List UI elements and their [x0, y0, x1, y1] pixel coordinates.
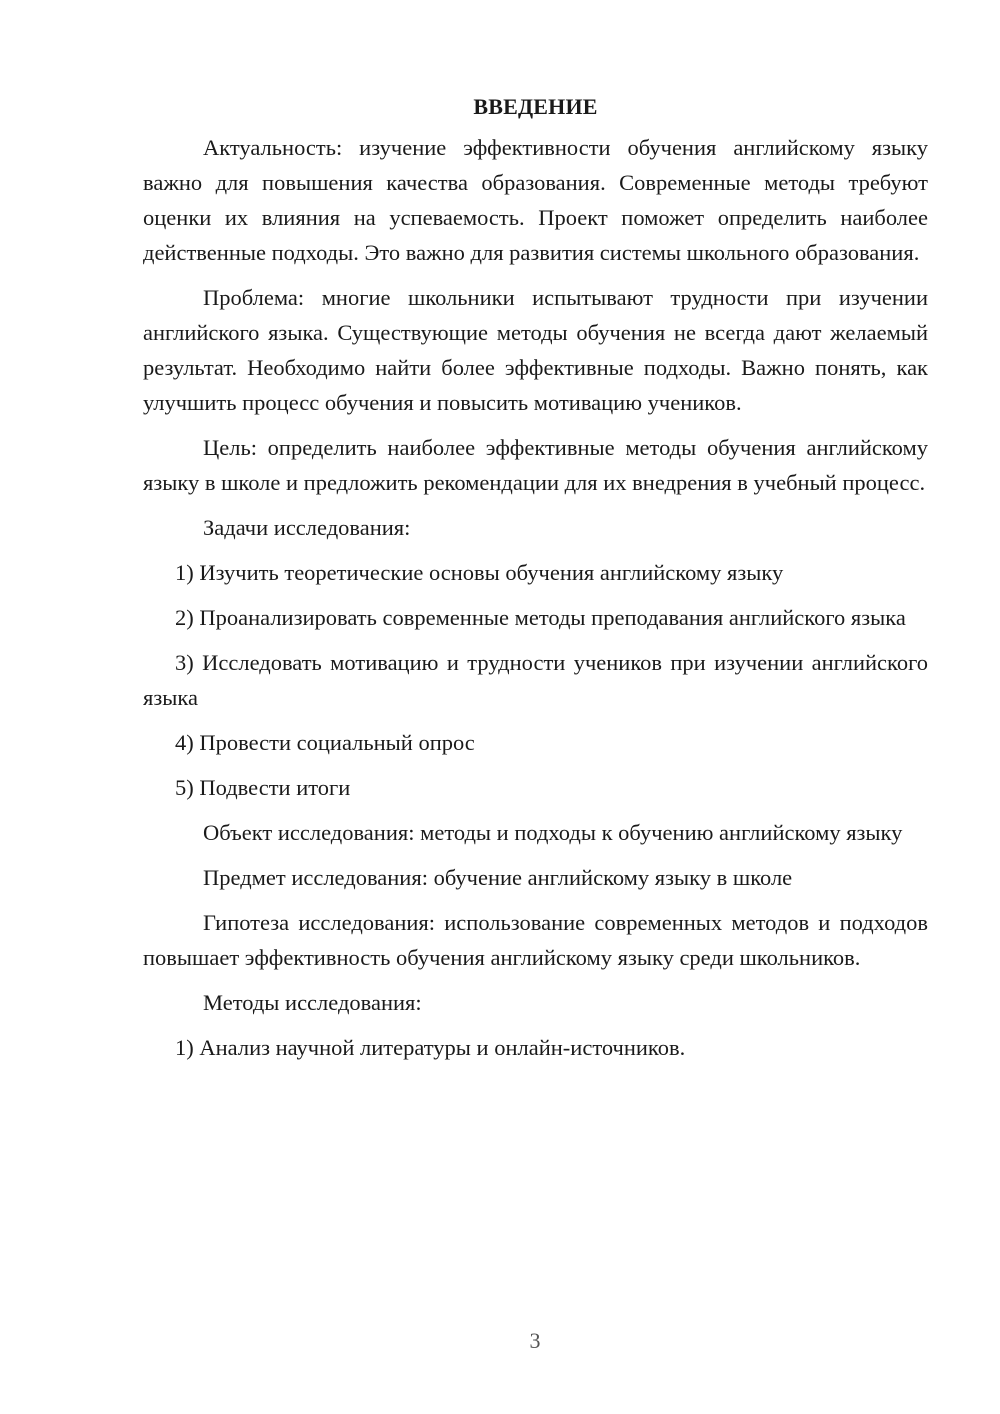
task-item-2: 2) Проанализировать современные методы преподавания английского языка — [175, 605, 906, 630]
section-title: ВВЕДЕНИЕ — [473, 94, 598, 119]
page-number: 3 — [529, 1328, 541, 1353]
goal-paragraph: Цель: определить наиболее эффективные методы обучения английскому языку в школе и предложить рекомендации для их внедрения в учебный процесс. — [143, 435, 928, 495]
object-paragraph: Объект исследования: методы и подходы к обучению английскому языку — [203, 820, 903, 845]
document-page — [143, 92, 928, 1075]
task-item-3: 3) Исследовать мотивацию и трудности учеников при изучении английского языка — [143, 650, 928, 710]
relevance-paragraph: Актуальность: изучение эффективности обучения английскому языку важно для повышения качества образования. Современные методы требуют оценки их влияния на успеваемость. Проект поможет определить наиболее действенные подходы. Это важно для развития системы школьного образования. — [143, 135, 928, 265]
subject-paragraph: Предмет исследования: обучение английскому языку в школе — [203, 865, 793, 890]
problem-paragraph: Проблема: многие школьники испытывают трудности при изучении английского языка. Существующие методы обучения не всегда дают желаемый результат. Необходимо найти более эффективные подходы. Важно понять, как улучшить процесс обучения и повысить мотивацию учеников. — [143, 285, 928, 415]
task-item-4: 4) Провести социальный опрос — [175, 730, 475, 755]
tasks-heading: Задачи исследования: — [203, 515, 411, 540]
task-item-1: 1) Изучить теоретические основы обучения английскому языку — [175, 560, 784, 585]
methods-heading: Методы исследования: — [203, 990, 422, 1015]
method-item-1: 1) Анализ научной литературы и онлайн-источников. — [175, 1035, 686, 1060]
task-item-5: 5) Подвести итоги — [175, 775, 351, 800]
hypothesis-paragraph: Гипотеза исследования: использование современных методов и подходов повышает эффективность обучения английскому языку среди школьников. — [143, 910, 928, 970]
